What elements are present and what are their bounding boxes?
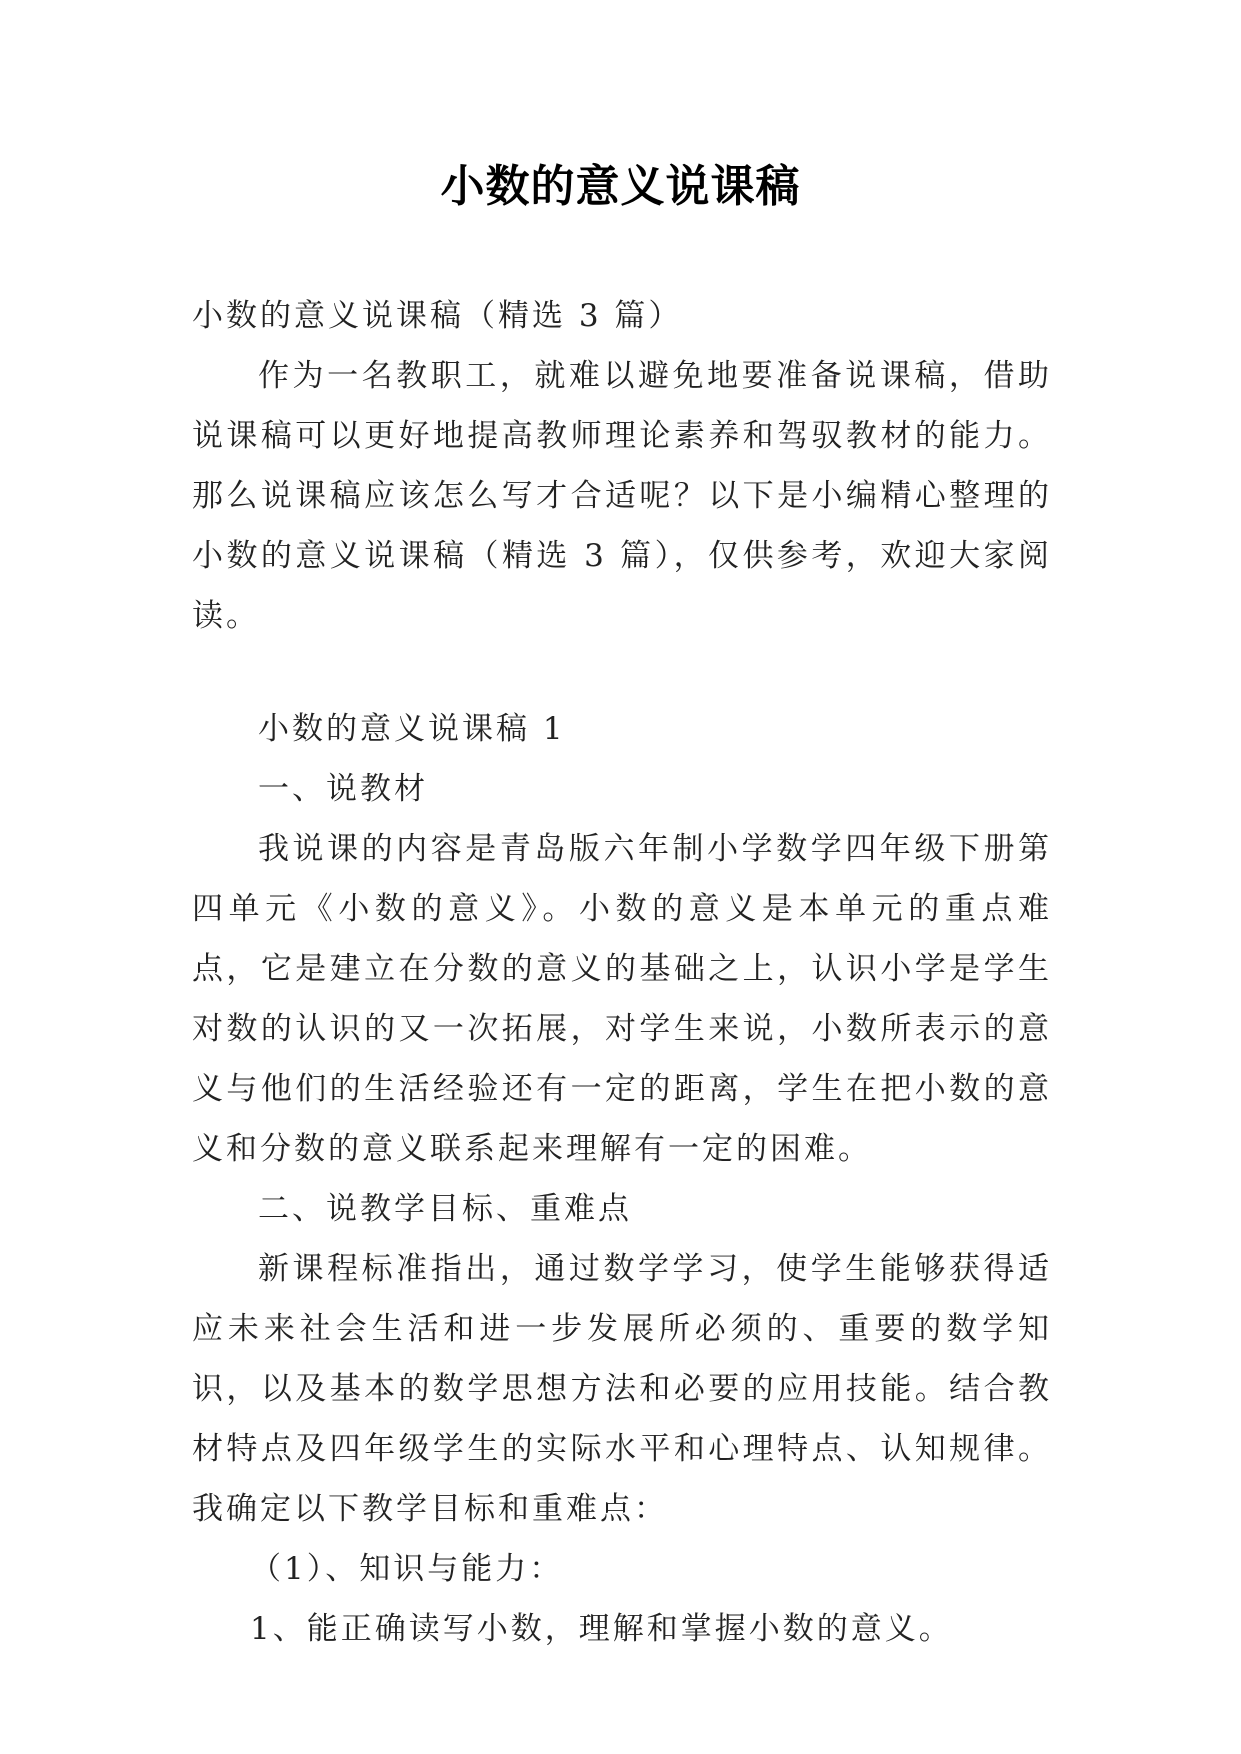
section-spacer: [192, 646, 1052, 699]
part2-heading: 二、说教学目标、重难点: [258, 1191, 632, 1227]
document-subtitle: 小数的意义说课稿（精选 3 篇）: [192, 298, 683, 334]
document-title: 小数的意义说课稿: [440, 161, 801, 212]
document-body: [192, 286, 1052, 1659]
part2-paragraph: 新课程标准指出，通过数学学习，使学生能够获得适应未来社会生活和进一步发展所必须的、重要的数学知识，以及基本的数学思想方法和必要的应用技能。结合教材特点及四年级学生的实际水平和心理特点、认知规律。我确定以下教学目标和重难点：: [192, 1251, 1052, 1527]
section-heading: 小数的意义说课稿 1: [258, 711, 566, 747]
intro-paragraph: 作为一名教职工，就难以避免地要准备说课稿，借助说课稿可以更好地提高教师理论素养和驾驭教材的能力。那么说课稿应该怎么写才合适呢？以下是小编精心整理的小数的意义说课稿（精选 3 篇），仅供参考，欢迎大家阅读。: [192, 358, 1052, 634]
part1-heading: 一、说教材: [258, 771, 428, 807]
goal-item: 1、能正确读写小数，理解和掌握小数的意义。: [250, 1611, 953, 1647]
part1-paragraph: 我说课的内容是青岛版六年制小学数学四年级下册第四单元《小数的意义》。小数的意义是本单元的重点难点，它是建立在分数的意义的基础之上，认识小学是学生对数的认识的又一次拓展，对学生来说，小数所表示的意义与他们的生活经验还有一定的距离，学生在把小数的意义和分数的意义联系起来理解有一定的困难。: [192, 831, 1052, 1167]
goal-heading: （1）、知识与能力：: [250, 1551, 564, 1587]
